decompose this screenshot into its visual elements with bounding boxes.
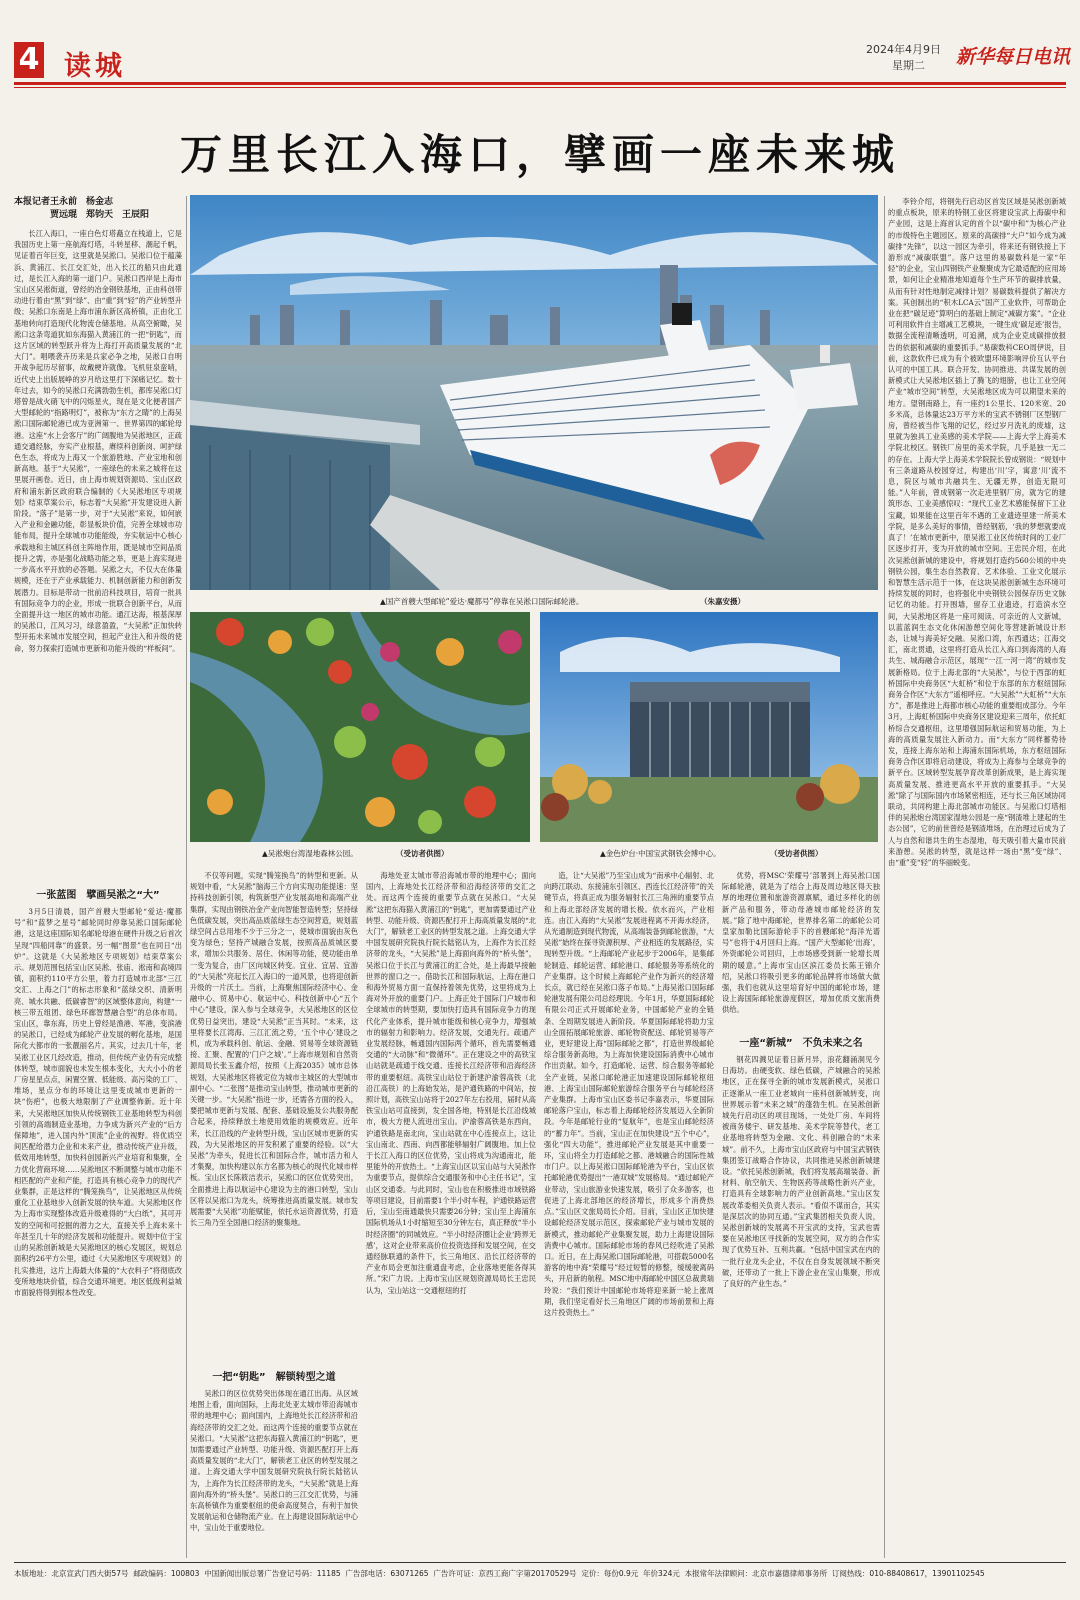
subhead-blueprint: 一张蓝图 擘画吴淞之“大” xyxy=(36,890,160,901)
article-column-4 xyxy=(544,870,714,1558)
issue-date: 2024年4月9日 xyxy=(866,43,941,56)
footer-address: 本版地址：北京宣武门西大街57号 xyxy=(14,1569,129,1578)
footer xyxy=(14,1568,1066,1579)
column-text: 长江入海口，一座白色灯塔矗立在栈道上，它是我国历史上第一座航海灯塔，斗转星移、潮起千帆，见证着百年巨变，这里就是吴淞口。吴淞口位于蕴藻浜、黄浦江、长江交汇处，出入长江的船只由此通过，是长江入海的第一道门户。吴淞口西岸是上海市宝山区吴淞街道，曾经的冶金钢铁基地，正由科创带动进行着由“黑”到“绿”、由“重”到“轻”的产业转型升级；吴淞口东南是上海市浦东新区高桥镇，正由化工基地转向打造现代化物流仓储基地。从高空俯瞰，吴淞口这条弯道犹如东海猫入黄浦江的一把“钥匙”，而这片区域的转型跃升将为上海打开高质量发展的“北大门”。唱喂袭卉历来是兵家必争之地，吴淞口自明开战争起历尽留事，故戴梗许就像。飞机驻泉蛮哨，近代史上出版展峥的岁月给这里打下深痛记忆。数十年过去，如今的吴淞口充满勃勃生机，都库吴淞口灯塔曾是战火硝飞中的闪烁星火，现在是文化便者国产大型邮轮的“指路明灯”，被称为“东方之睛”的上海吴淞口国际邮轮港已成为亚洲第一、世界第四的邮轮母港。这座“水上会客厅”的广阔腹地为吴淞地区，正疏通交通经脉，夯实产业根基，赓续科创新岗、呵护绿色生态，将成为上海又一个旅游胜地、产业宝地和创新高地。基于“大吴淞”，一座绿色的未来之城将在这里展开画卷。近日，由上海市规划资源局、宝山区政府和浦东新区政府联合编制的《大吴淞地区专项规划》结束草案公示，标志着“大吴淞”开发建设进入新阶段。“落子”是第一步，对于“大吴淞”来说，如何嵌入产业和金融功能，彰显板块价值，完善全球城市功能布局，提升全球城市功能能级，夯实航运中心核心承载地和主城区科创主阵地作用，既是城市空间品质提升之需，亦是强化战略功能之举，更是上海实现进一步高水平开放的必答题。吴淞之大，不仅大在体量规模，还在于产业承载能力、机制创新能力和创新发展潜力。目标是带动一批前沿科技项目，培育一批具有国际竞争力的企业，形成一批联合创新平台，从而全面提升这一地区的城市功能。通江达海，根基深厚的吴淞口，江风习习，绿意盈盈，“大吴淞”正加快转型开拓未来城市发展空间，担起产业注入和升级的使命，努力探索打造城市更新和功能升级的“样板间”。 xyxy=(14,229,182,653)
issue-weekday: 星期二 xyxy=(892,59,925,72)
header-rule xyxy=(14,82,1066,85)
column-text: 3月5日清晨，国产首艘大型邮轮“爱达·魔都号”和“蓝梦之星号”邮轮同时停靠吴淞口国际邮轮港，这是这座国际知名邮轮母港在硬件升级之后首次呈现“四船同靠”的盛景。另一幅“图景”也在同日“出炉”。这就是《大吴淞地区专项规划》结束草案公示。规划范围包括宝山区吴淞、张庙、淞南和高境四镇，面积约110平方公里，着力打造城市北部“三江交汇、上海之门”的标志形象和“蓝绿交织、清新明亮、城水共融、低碳睿智”的区域整体意向，构建“一核三带五组团、绿色环廊智慧融合型”的总体布局。宝山区，靠东海，历史上曾经是渔港、军港，变滨港的吴淞口，已经成为邮轮产业发展的孵化基地，是国际化大都市的一张靓丽名片。其实，过去几十年，老吴淞工业区几经改造，推动，但传统产业仍有完成整体转型，城市面貌也未发生根本变化，大大小小的老厂房星星点点，闲置空置、低能级、高污染的工厂、堆场，星点分布的环境让这里变成城市更新的一块“伤疤”，也极大地限制了产业调整佈新。近十年来，大吴淞地区加快从传统钢铁工业基地转型为科创引领的高端制造业基地，力争成为新兴产业的“后方保障地”，进入国内外“顶流”企业的视野。将优质空间匹配给潜力企业和未来产业，推动传统产业升级，低效用地转型，加快科创园新兴产业培育和集聚，全力优化营商环境……吴淞地区不断调整与城市功能不相匹配的产业和产能，打造具有核心竞争力的现代产业集群，正是这样的“腾笼换鸟”，让吴淞地区从传统重化工业基地步入创新发展的快车道。大吴淞地区作为上海市实现整体改造升级难得的“大白纸”，其可开发的空间和可挖掘的潜力之大，直接关乎上海未来十年甚至几十年的经济发展和功能提升。规划中位于宝山的吴淞创新城是大吴淞地区的核心发展区，规划总面积约26平方公里，通过《大吴淞地区专项规划》的扎实推进，这片上海最大体量的“大衣料子”将彻底改变所地地块价值，综合交通环境更。地区低级利益城市面貌将得到根本性改变。 xyxy=(14,907,182,1297)
article-column-6 xyxy=(888,196,1066,1558)
section-title: 读城 xyxy=(64,51,126,82)
footer-agency: 中国新闻出版总署广告登记号码：11185 xyxy=(204,1569,341,1578)
museum-caption: ▲金色炉台·中国宝武钢铁会博中心。 xyxy=(600,849,721,858)
footer-yearly: 年价324元 xyxy=(643,1569,680,1578)
article-column-3 xyxy=(366,870,536,1558)
article-column-5b xyxy=(722,1054,880,1558)
article-column-2 xyxy=(190,870,358,1358)
article-column-5 xyxy=(722,870,880,1028)
subhead-new-city: 一座“新城” 不负未来之名 xyxy=(739,1038,863,1049)
footer-hotline: 订阅热线：010-88408617，13901102545 xyxy=(831,1569,985,1578)
steel-museum-photo xyxy=(540,612,878,842)
footer-price: 定价：每份0.9元 xyxy=(581,1569,639,1578)
column-divider xyxy=(186,196,187,1558)
subhead-key: 一把“钥匙” 解锁转型之道 xyxy=(212,1372,336,1383)
column-text: 造，让“大吴淞”乃至宝山成为“南承中心辐射、北向跨江联动、东接浦东引领区、西连长江经济带”的关键节点，将真正成为服务辐射长江三角洲的重要节点和上海北部经济发展的增长极。依水而兴，产业相连。由江入海的“大吴淞”发展进程离不开海水经济，从光通制造到现代物流，从高端装备到邮轮旅游，“大吴淞”始终在探寻资源积厚、产业相连的发展路径，实现转型升级。“上海邮轮产业起步于2006年，是集邮轮制造、邮轮运营、邮轮港口、邮轮服务等系统化的产业集群。这个时候上海邮轮产业作为新兴的经济增长点，就已经在吴淞口落子布局。”上海吴淞口国际邮轮港发展有限公司总经理说。今年1月，华夏国际邮轮有限公司正式开展邮轮业务，中国邮轮产业的全链条、全周期发展进入新阶段。华夏国际邮轮将助力宝山全面拓展邮轮旅游、邮轮物资配送、邮轮贸易等产业，更好建设上海“国际邮轮之都”，打造世界级邮轮综合服务新高地，为上海加快建设国际消费中心城市作出贡献。如今，打造邮轮、运营、综合服务等邮轮全产业链，吴淞口邮轮港正加速建设国际邮轮枢纽港、上海宝山国际邮轮旅游综合服务平台与邮轮经济产业集群。上海市宝山区委书记李嘉表示，华夏国际邮轮落户宝山，标志着上海邮轮经济发展迈入全新阶段。今年是邮轮行业的“复航年”，也是宝山邮轮经济的“蓄力年”。当前，宝山正在加快建设“五个中心”，强化“四大功能”，推进邮轮产业发展是其中重要一环，宝山将全力打造邮轮之都、港城融合的国际性城市门户。以上海吴淞口国际邮轮港为平台，宝山区依托邮轮港优势提出“一港双城”发展格局。“通过邮轮产业带动，宝山旅游业快速发展，吸引了众多游客，也促进了上海北部地区的经济增长，形成多个消费热点。”宝山区文旅局局长介绍。目前，宝山区正加快建设邮轮经济发展示范区，探索邮轮产业与城市发展的新模式，推动邮轮产业集聚发展，助力上海建设国际消费中心城市。国际邮轮市场的春风已经吹进了吴淞口。近日，在上海吴淞口国际邮轮港，可搭载5000名游客的地中海“荣耀号”经过短暂的修整，缓缓驶离码头，开启新的航程。MSC地中海邮轮中国区总裁黄瑞玲说：“我们预计中国邮轮市场将迎来新一轮上涨周期，我们坚定看好长三角地区广阔的市场前景和上海这片投资热土。” xyxy=(544,871,714,1317)
column-text: 海地处亚太城市带沿海城市带的地理中心；面向国内，上海地处长江经济带和沿海经济带的交汇之处。而这两个连接的重要节点就在吴淞口。“大吴淞”这把东海猫入黄浦江的“钥匙”，更加需要通过产业转型、功能升级、资源匹配打开上海高质量发展的“北大门”，解锁老工业区的转型发展之道。上海交通大学中国发展研究院执行院长陆铭认为，上海作为长江经济带的龙头，“大吴淞”是上海面向海外的“桥头堡”，吴淞口位于长江与黄浦江的汇合处，是上海最早接触世界的窗口之一。借助长江和国际航运，上海在港口和海外贸易方面一直保持着领先优势，这里将成为上海对外开放的重要门户。上海正处于国际门户城市和全球城市的转型期，要加快打造具有国际竞争力的现代化产业体系，提升城市能级和核心竞争力，增强城市的辐射力和影响力。经济发展，交通先行。疏通产业发展经脉，畅通国内国际两个循环，首先需要畅通交通的“大动脉”和“微循环”。正在建设之中的高铁宝山站就是疏通于线交通、连接长江经济带和沿海经济带的重要枢纽。高铁宝山站位于新建沪渝蓉高铁（北沿江高铁）的上海始发站，是沪通铁路的中间站，按照计划，高铁宝山站将于2027年左右投用，届时从高铁宝山站可直接到，发全国各地，特别是长江沿线城市，极大方便人流进出宝山。沪渝蓉高铁是东西向，沪通铁路是南北向，宝山站就在中心连接点上，这让宝山南北、西南、向西都能够辐射广阔腹地。加上位于长江入海口的区位优势，宝山将成为沟通南北，能里能外的开放热土。“上海宝山区以宝山站与大吴淞作为重要节点，提供综合交通服务和中心主任书记”，宝山区交通委。与此同时，宝山也在积极推进市域铁路等项目建设，目前需要1个半小时车程，沪通铁路运营后，宝山至南通最快只需要26分钟；宝山至上海浦东国际机场从1小时缩短至30分钟左右，真正释放“半小时经济圈”的同城效应。“半小时经济圈让企业‘跨界无感’，这对企业带来高价位投资选择和发展空间，在交通经脉联通的条件下，长三角地区、沿长江经济带的产业布局会更加注重通盘考虑，企业落地更能各得其所。”宋广力说。上海市宝山区规划资源局局长王忠民认为，宝山站这一交通枢纽的打 xyxy=(366,871,536,1295)
museum-photo-credit: （受访者供图） xyxy=(770,849,823,858)
wetland-caption: ▲吴淞炮台湾湿地森林公园。 xyxy=(262,849,358,858)
cruise-photo-credit: （朱嘉安摄） xyxy=(700,597,745,606)
byline-line-2: 贾远琨 郑钧天 王辰阳 xyxy=(14,210,150,220)
byline-line-1: 本报记者王永前 杨金志 xyxy=(14,197,114,207)
footer-postcode: 邮政编码：100803 xyxy=(133,1569,200,1578)
footer-legal: 本报常年法律顾问：北京市嘉德律师事务所 xyxy=(684,1569,828,1578)
footer-rule xyxy=(14,1562,1066,1563)
column-text: 吴淞口的区位优势突出体现在通江出海。从区域地图上看，面向国际，上海北处亚太城市带沿海城市带的地理中心；面向国内，上海地处长江经济带和沿海经济带的交汇之处。而这两个连接的重要节点就在吴淞口。“大吴淞”这把东海猫入黄浦江的“钥匙”，更加需要通过产业转型、功能升级、资源匹配打开上海高质量发展的“北大门”，解锁老工业区的转型发展之道。上海交通大学中国发展研究院执行院长陆铭认为，上海作为长江经济带的龙头，“大吴淞”就是上海面向海外的“桥头堡”。吴淞口的三江交汇优势，与浦东高桥镇作为重要枢纽的使命高度契合，有利于加快发展航运和仓储物流产业。在上海建设国际航运中心中，宝山处于重要地位。 xyxy=(190,1389,358,1533)
cruise-caption: ▲国产首艘大型邮轮“爱达·魔都号”停靠在吴淞口国际邮轮港。 xyxy=(380,597,584,606)
footer-ad-license: 广告许可证：京西工商广字第20170529号 xyxy=(433,1569,577,1578)
page-number: 4 xyxy=(14,42,44,78)
column-text: 钢花四溅见证着日新月异，浪花翻涌洞见今日海坊。由硬变软、绿色低碳，产城融合的吴淞地区，正在探寻全新的城市发展新模式，吴淞口正逐渐从一座工业老城向一座科创新城转变，向世界展示着“未来之城”的蓬勃生机。在吴淞创新城先行启动区的项目现场，一处处厂房、车间将被商务楼宇、研发基地、美术学院等替代，老工业基地将转型为金融、文化、科创融合的“未来城”。前不久，上海市宝山区政府与中国宝武钢铁集团签订战略合作协议，共同推进吴淞创新城建设。“依托吴淞创新城，我们将发展高端装备、新材料、航空航天、生物医药等战略性新兴产业，打造具有全球影响力的产业创新高地。”宝山区发展改革委相关负责人表示。“看似不谋而合，其实是深层次的协同互通。”宝武集团相关负责人说，吴淞创新城的发展离不开宝武的支持，宝武也需要在吴淞地区寻找新的发展空间，双方的合作实现了优势互补、互利共赢。“包括中国宝武在内的一批行业龙头企业，不仅在自身发展领域不断突破，还带动了一批上下游企业在宝山集聚，形成了良好的产业生态。” xyxy=(722,1055,880,1289)
headline: 万里长江入海口，擘画一座未来城 xyxy=(179,130,900,179)
wetland-park-photo xyxy=(190,612,530,842)
column-text: 不仅等问题，实现“腾笼换鸟”的转型和更新。从规划中看，“大吴淞”脑海三个方向实现功能提速：坚持科技创新引领，构筑新型产业发展高地和高端产业集群，实现由钢铁冶金产业向智能智造转型；坚持绿色低碳发展，突出高品质蓝绿生态空间营造，规划蓝绿空间占总用地不少于三分之一，使城市面貌由灰色变为绿色；坚持产城融合发展，按照高品质城区要求，增加公共服务、居住、休闲等功能，使功能由单一变为复合，由厂区向城区转变。宜业、宜居、宜游的“大吴淞”亮起长江入海口的一道风景，也将迎创新升级的一片沃土。当前，上海聚焦国际经济中心、金融中心、贸易中心、航运中心、科技创新中心“五个中心”建设，深入参与全球竞争，大吴淞地区的区位优势日益突出，建设“大吴淞”正当其时。“未来，这里将要长江湾海、三江汇流之势，‘五个中心’建设之机，成为承载科创、航运、金融、贸易等全球资源链接、汇聚、配置的‘门户之城’。”上海市规划和自然资源局局长张玉鑫介绍，按照《上海2035》城市总体规划，大吴淞地区将被定位为城市主城区的大型城市副中心。“二张图”是推动宝山转型，推动城市更新的关键一步。“大吴淞”指进一步，还需各方面的投入，要把城市更新与发展、配套、基础设施及公共服务配合起来，持续释放土地使用效能的规模效应。近年来，长江沿线的产业转型升级，宝山区城市更新的实践，为大吴淞地区的开发积累了重要的经验。以“大吴淞”为牵头，促进长江和国际合作，城市活力和人才集聚，加快构建以东方名都为核心的现代化城市样板。宝山区长陈筱洁表示，吴淞口的区位优势突出，全面推进上海以航运中心建设为主的港口转型，宝山区将以吴淞口为龙头，统筹推进高质量发展。城市发展需要“大吴淞”功能赋能，依托水运资源优势，打造长三角乃至全国港口经济的聚集地。 xyxy=(190,871,358,1228)
column-text: 李铃介绍，将钢先行启动区首发区域是吴淞创新城的重点板块，原来的特钢工业区将建设宝武上海碳中和产业园，这是上海首认定的首个以“碳中和”为核心产业的市级特色主题园区。原来的高碳排“大户”如今成为减碳排“先锋”，以这一园区为牵引，将来还有钢铁接上下游形成“减碳联盟”。落户这里的易碳数科是一家“年轻”的企业，宝山四钢铁产业聚聚成为它最适配的应用场景，如何让企业精准地知道每个生产环节的碳排放量，从而有针对性地制定减排计划？易碳数科提供了解决方案。其创制出的“积木LCA云”国产工业软件，可帮助企业在把“碳足迹”算明白的基础上制定“减碳方案”。“企业可利用软件自主增减工艺模块，一键生成‘碳足迹’报告，数据全流程清晰透明，可追溯，成为企业克成碳排放报告的依据和减碳的重要抓手。”易碳数科CEO周伊说，目前，这款软件已成为有个被欧盟环境影响评价互认平台认可的中国工具。联合开发、协同推进、共谋发展的创新模式让大吴淞地区插上了腾飞的翅膀，也让工业空间产业“城市空间”转型，大吴淞地区成为可以期望未来的地方。望钢南路上，有一座约1公里长、120米宽、20多米高，总体量达23万平方米的宝武不锈钢厂区型钢厂房，曾经被当作飞翔的记忆，经过岁月洗礼的废墟，这里就为独具工业美感的美术学院——上海大学上海美术学院北校区。钢铁厂房里的美术学院，几乎是独一无二的存在。上海大学上海美术学院院长曾成钢说：“规划中有三条道路从校园穿过，构建出‘川’字，寓意‘川’流不息，院区与城市共融共生、无疆无界，创造无限可能。”人年前，曾成钢第一次走进里钢厂房，就为它的建筑形态、工业美感惊叹：“现代工业艺术感能保留下工业宝藏，如果能在这里百年不遇的工业遗迹里建一所美术学院，是多么美好的事情，曾经钢筋，‘我的梦想就要成真了！’在城市更新中，原吴淞工业区传统时间的工业厂区逐步打开，变为开放的城市空间。王忠民介绍，在此次吴淞创新城的建设中，将规划打造约560公顷的中央钢铁公园，集生态自然教育、艺术体验、工业文化展示和智慧生活示范于一体，在这块吴淞创新城生态环境可持续发展的同时，也将强化中央钢铁公园保存历史文脉记忆的功能。打开围墙，留存工业遗迹，打造滨水空间，大吴淞地区将是一座可阅读、可亲近的人文新城，以蓝蓝润生态文化休闲游憩空间化等营建新城设计形态，让城与海美好交融。吴淞口湾，东西通达；江海交汇，南北贯通，这里将打造从长江入海口到海湾的人海共生、城海融合示范区，展现“一江一河一湾”的城市发展新格局。位于上海北部的“大吴淞”，与位于西部的虹桥国际中央商务区“大虹桥”和位于东部的东方枢纽国际商务合作区“大东方”遥相呼应。“大吴淞”“大虹桥”“大东方”，都是推进上海都市核心功能的重要组成部分。今年3月，上海虹桥国际中央商务区建设迎来三周年，依托虹桥综合交通枢纽，这里增强国际航运和贸易功能，为上海的高质量发展注入新动力。而“大东方”同样蓄势待发，连接上海东站和上海浦东国际机场，东方枢纽国际商务合作区即将启动建设，将成为上海参与全球竞争的新平台。区域转型发展孕育改革创新成果，是上海实现高质量发展、推进更高水平开放的重要抓手。“大吴淞”除了与国际国内市场紧密相连，还与长三角区域协同联动，共同构建上海北部城市功能区。与吴淞口灯塔相伴的吴淞炮台湾国家湿地公园是一座“钢渣堆上建起的生态公园”，它的前世曾经是钢渣堆场，在治理过后成为了人与自然和谐共生的生态湿地，每天吸引着大量市民前来游憩。吴淞的转型，就是这样一场由“黑”变“绿”、由“重”变“轻”的华丽蜕变。 xyxy=(888,197,1066,867)
column-text: 优势，将MSC‘荣耀号’部署到上海吴淞口国际邮轮港，就是为了结合上海及周边地区得天独厚的地理位置和旅游资源禀赋，通过多样化的创新产品和服务，带动母港城市邮轮经济的发展。”除了地中海邮轮，世界排名第二的邮轮公司皇家加勒比国际游轮手下的首艘邮轮“海洋光谱号”也将于4月回归上海。“国产大型邮轮‘出海’，外资邮轮公司回归，上市场感受到新一轮增长周期的暖意。”上海市宝山区滨江委员长陈王锦介绍，吴淞口将吸引更多的邮轮品牌将市场做大做强，我们也就从这里培育好中国的邮轮市场，建设上海国际邮轮旅游度假区，增加优质文旅消费供给。 xyxy=(722,871,880,1015)
cruise-photo xyxy=(190,195,878,590)
wetland-photo-credit: （受访者供图） xyxy=(396,849,449,858)
byline xyxy=(14,196,184,222)
article-column-1b xyxy=(14,906,182,1558)
article-column-1 xyxy=(14,228,182,878)
header-rule-thin xyxy=(14,87,1066,88)
newspaper-logo: 新华每日电讯 xyxy=(956,46,1071,68)
article-column-2b xyxy=(190,1388,358,1558)
column-divider xyxy=(884,196,885,1558)
footer-ad-phone: 广告部电话：63071265 xyxy=(345,1569,429,1578)
